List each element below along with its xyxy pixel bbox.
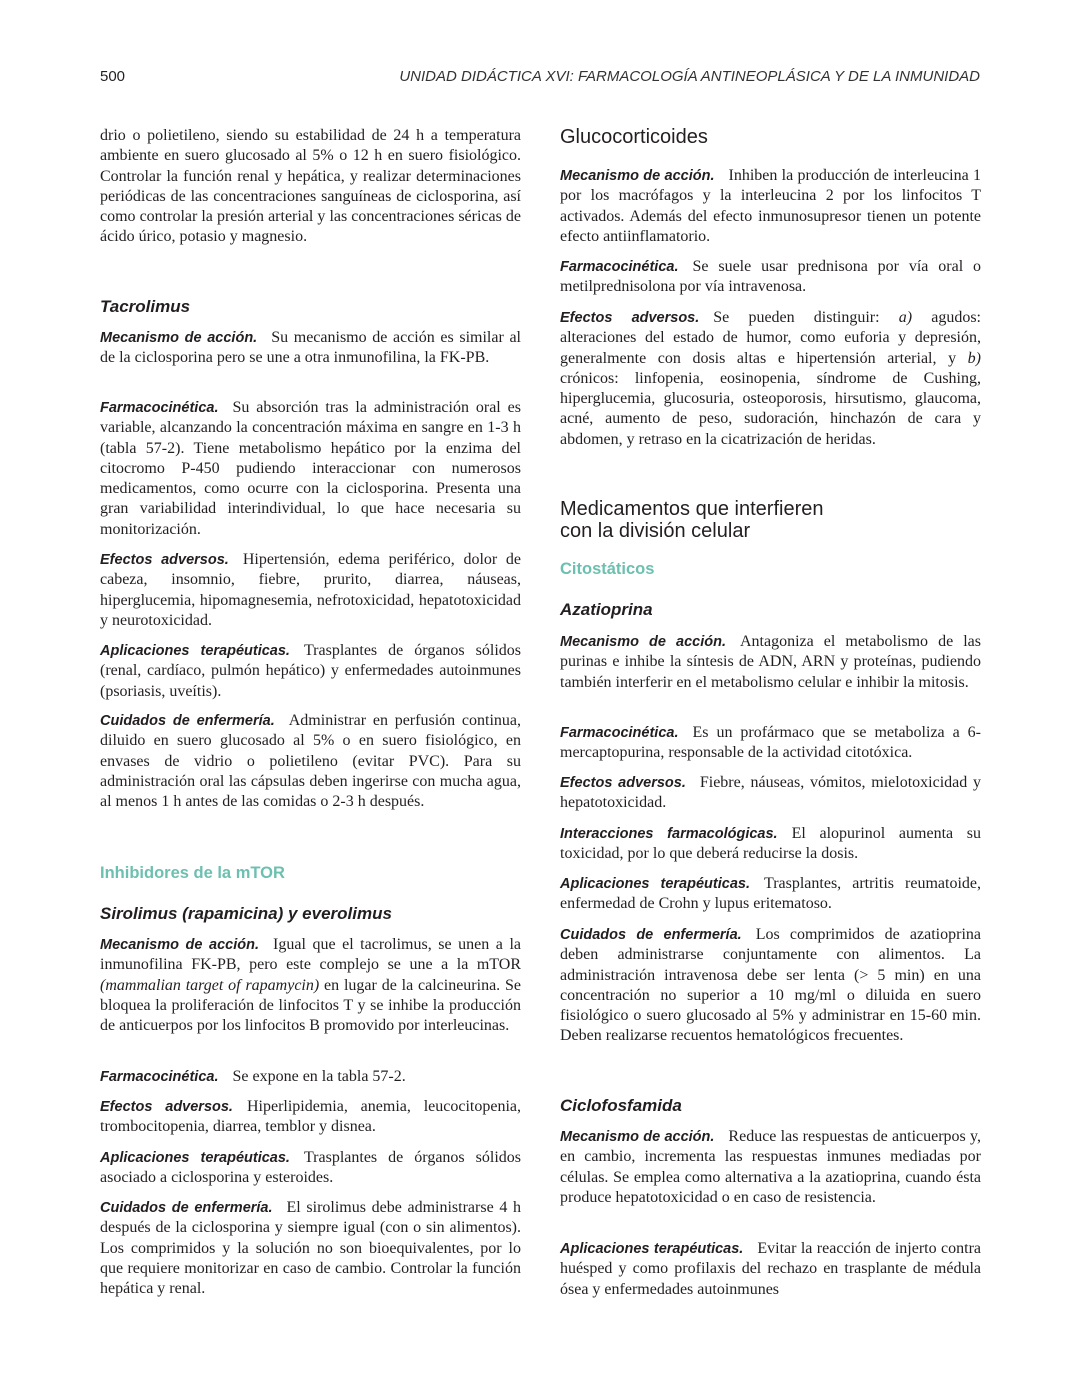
text: Trasplantes, artritis reumatoide, enfermedad de Crohn y lupus eritematoso. <box>560 875 981 913</box>
label: Cuidados de enfermería. <box>560 927 742 943</box>
label: Mecanismo de acción. <box>560 168 715 184</box>
text: Se expone en la tabla 57-2. <box>232 1068 406 1085</box>
gluco-farmacocinetica <box>560 257 981 298</box>
text: Trasplantes de órganos sólidos asociado a ciclosporina y esteroides. <box>100 1149 521 1187</box>
text: Fiebre, náuseas, vómitos, mielotoxicidad y hepatotoxicidad. <box>560 774 981 812</box>
aza-aplicaciones <box>560 874 981 915</box>
text: Administrar en perfusión continua, diluido en suero glucosado al 5% o en suero fisiológico, en envases de vidrio o polietileno (evitar PVC). Para su administración oral las cápsulas deben ingerirse con mucha agua, al menos 1 h antes de las comidas o 2-3 h después. <box>100 712 521 811</box>
gluco-mecanismo <box>560 166 981 247</box>
division-celular-heading <box>560 498 981 542</box>
label: Efectos adversos. <box>100 552 229 568</box>
text: Su absorción tras la administración oral es variable, alcanzando la concentración máxima en sangre en 1-3 h (tabla 57-2). Tiene metabolismo hepático por la enzima del citocromo P-450 pudiendo interaccionar con numerosos medicamentos, como ocurre con la ciclosporina. Presenta una gran variabilidad interindividual, lo que hace necesaria su monitorización. <box>100 399 521 538</box>
sirolimus-farmacocinetica <box>100 1067 521 1087</box>
sirolimus-cuidados <box>100 1198 521 1299</box>
label: Cuidados de enfermería. <box>100 1200 273 1216</box>
ciclo-mecanismo <box>560 1127 981 1208</box>
aza-mecanismo <box>560 632 981 693</box>
text: Se suele usar prednisona por vía oral o metilprednisolona por vía intravenosa. <box>560 258 981 296</box>
label: Efectos adversos. <box>100 1099 233 1115</box>
label: Farmacocinética. <box>560 725 679 741</box>
text: Reduce las respuestas de anticuerpos y, en cambio, incrementa las respuestas inmunes mediadas por células. Se emplea como alternativa a la azatioprina, cuando ésta produce hepatotoxicidad o en caso de resistencia. <box>560 1128 981 1206</box>
tacrolimus-aplicaciones <box>100 641 521 702</box>
label: Mecanismo de acción. <box>560 1129 715 1145</box>
label: Aplicaciones terapéuticas. <box>100 1150 290 1166</box>
text: El alopurinol aumenta su toxicidad, por lo que deberá reducirse la dosis. <box>560 825 982 863</box>
page-number: 500 <box>100 68 126 85</box>
label: Farmacocinética. <box>560 259 679 275</box>
label: Mecanismo de acción. <box>100 330 258 346</box>
tacrolimus-heading: Tacrolimus <box>100 297 191 316</box>
label: Cuidados de enfermería. <box>100 713 275 729</box>
intro-paragraph: drio o polietileno, siendo su estabilidad de 24 h a temperatura ambiente en suero glucosado al 5% o 12 h en suero fisiológico. Controlar la función renal y hepática, y realizar determinaciones periódicas de las concentraciones sanguíneas de ciclosporina, así como controlar la presión arterial y las concentraciones séricas de ácido úrico, potasio y magnesio. <box>100 127 521 246</box>
text: Se pueden distinguir: <box>713 309 899 326</box>
label: Efectos adversos. <box>560 775 686 791</box>
italic-text: a) <box>898 309 913 326</box>
label: Aplicaciones terapéuticas. <box>560 876 750 892</box>
text: Hipertensión, edema periférico, dolor de cabeza, insomnio, fiebre, prurito, diarrea, náuseas, hiperglucemia, hipomagnesemia, nefrotoxicidad, hepatotoxicidad y neurotoxicidad. <box>100 551 522 629</box>
text: Trasplantes de órganos sólidos (renal, cardíaco, pulmón hepático) y enfermedades autoinmunes (psoriasis, uveítis). <box>100 642 521 700</box>
text: Igual que el tacrolimus, se unen a la inmunofilina FK-PB, pero este complejo se une a la mTOR <box>100 936 521 974</box>
italic-text: (mammalian target of rapamycin) <box>100 976 320 994</box>
heading-line: Medicamentos que interfieren <box>560 498 824 520</box>
text: agudos: alteraciones del estado de humor, como euforia y depresión, generalmente con dosis altas e hipertensión arterial, y <box>560 309 981 367</box>
text: Inhiben la producción de interleucina 1 por los macrófagos y la interleucina 2 por los linfocitos T activados. Además del efecto inmunosupresor tienen un potente efecto antiinflamatorio. <box>560 167 982 245</box>
aza-interacciones <box>560 824 981 865</box>
text: Antagoniza el metabolismo de las purinas e inhibe la síntesis de ADN, ARN y proteínas, pudiendo también interferir en el metabolismo celular e inhibir la mitosis. <box>560 633 981 691</box>
text: Es un profármaco que se metaboliza a 6-mercaptopurina, responsable de la actividad citotóxica. <box>560 724 981 762</box>
sirolimus-efectos <box>100 1097 521 1138</box>
gluco-efectos <box>560 308 981 450</box>
tacrolimus-mecanismo <box>100 328 521 369</box>
text: Los comprimidos de azatioprina deben administrarse conjuntamente con alimentos. La administración intravenosa debe ser lenta (> 5 min) en una concentración no superior a 10 mg/ml o diluida en suero fisiológico o suero glucosado al 5% y administrar en 15-60 min. Deben realizarse recuentos hematológicos frecuentes. <box>560 926 981 1045</box>
sirolimus-aplicaciones <box>100 1148 521 1189</box>
aza-cuidados <box>560 925 981 1047</box>
label: Efectos adversos. <box>560 310 700 326</box>
aza-efectos <box>560 773 981 814</box>
ciclofosfamida-heading: Ciclofosfamida <box>560 1096 682 1115</box>
azatioprina-heading: Azatioprina <box>560 600 653 619</box>
text: Hiperlipidemia, anemia, leucocitopenia, trombocitopenia, diarrea, temblor y disnea. <box>100 1098 521 1136</box>
text: en lugar de la calcineurina. Se bloquea la proliferación de linfocitos T y se inhibe la producción de anticuerpos por los linfocitos B promovido por interleucinas. <box>100 976 522 1035</box>
tacrolimus-farmacocinetica <box>100 398 521 540</box>
ciclo-aplicaciones <box>560 1239 981 1300</box>
sirolimus-mecanismo <box>100 935 521 1036</box>
tacrolimus-efectos <box>100 550 521 631</box>
text: Su mecanismo de acción es similar al de la ciclosporina pero se une a otra inmunofilina, la FK-PB. <box>100 329 521 367</box>
label: Aplicaciones terapéuticas. <box>100 643 290 659</box>
tacrolimus-cuidados <box>100 711 521 812</box>
label: Mecanismo de acción. <box>100 937 260 953</box>
citostaticos-heading: Citostáticos <box>560 560 655 578</box>
text: Evitar la reacción de injerto contra huésped y como profilaxis del rechazo en trasplante de médula ósea y enfermedades autoinmunes <box>560 1240 981 1298</box>
italic-text: b) <box>967 349 981 367</box>
sirolimus-heading: Sirolimus (rapamicina) y everolimus <box>100 904 392 923</box>
label: Mecanismo de acción. <box>560 634 726 650</box>
heading-line: con la división celular <box>560 520 751 542</box>
glucocorticoides-heading: Glucocorticoides <box>560 126 708 148</box>
label: Farmacocinética. <box>100 400 219 416</box>
text: crónicos: linfopenia, eosinopenia, síndrome de Cushing, hiperglucemia, glucosuria, osteoporosis, hirsutismo, glaucoma, acné, aumento de peso, sudoración, hinchazón de cara y abdomen, y retraso en la cicatrización de heridas. <box>560 369 981 448</box>
label: Farmacocinética. <box>100 1069 219 1085</box>
label: Aplicaciones terapéuticas. <box>560 1241 744 1257</box>
mtor-section-heading: Inhibidores de la mTOR <box>100 864 285 882</box>
label: Interacciones farmacológicas. <box>560 826 778 842</box>
running-header: UNIDAD DIDÁCTICA XVI: FARMACOLOGÍA ANTINEOPLÁSICA Y DE LA INMUNIDAD <box>399 68 980 85</box>
aza-farmacocinetica <box>560 723 981 764</box>
text: El sirolimus debe administrarse 4 h después de la ciclosporina y siempre igual (con o sin alimentos). Los comprimidos y la solución no son bioequivalentes, por lo que requiere monitorizar en caso de cambio. Controlar la función hepática y renal. <box>100 1199 521 1298</box>
